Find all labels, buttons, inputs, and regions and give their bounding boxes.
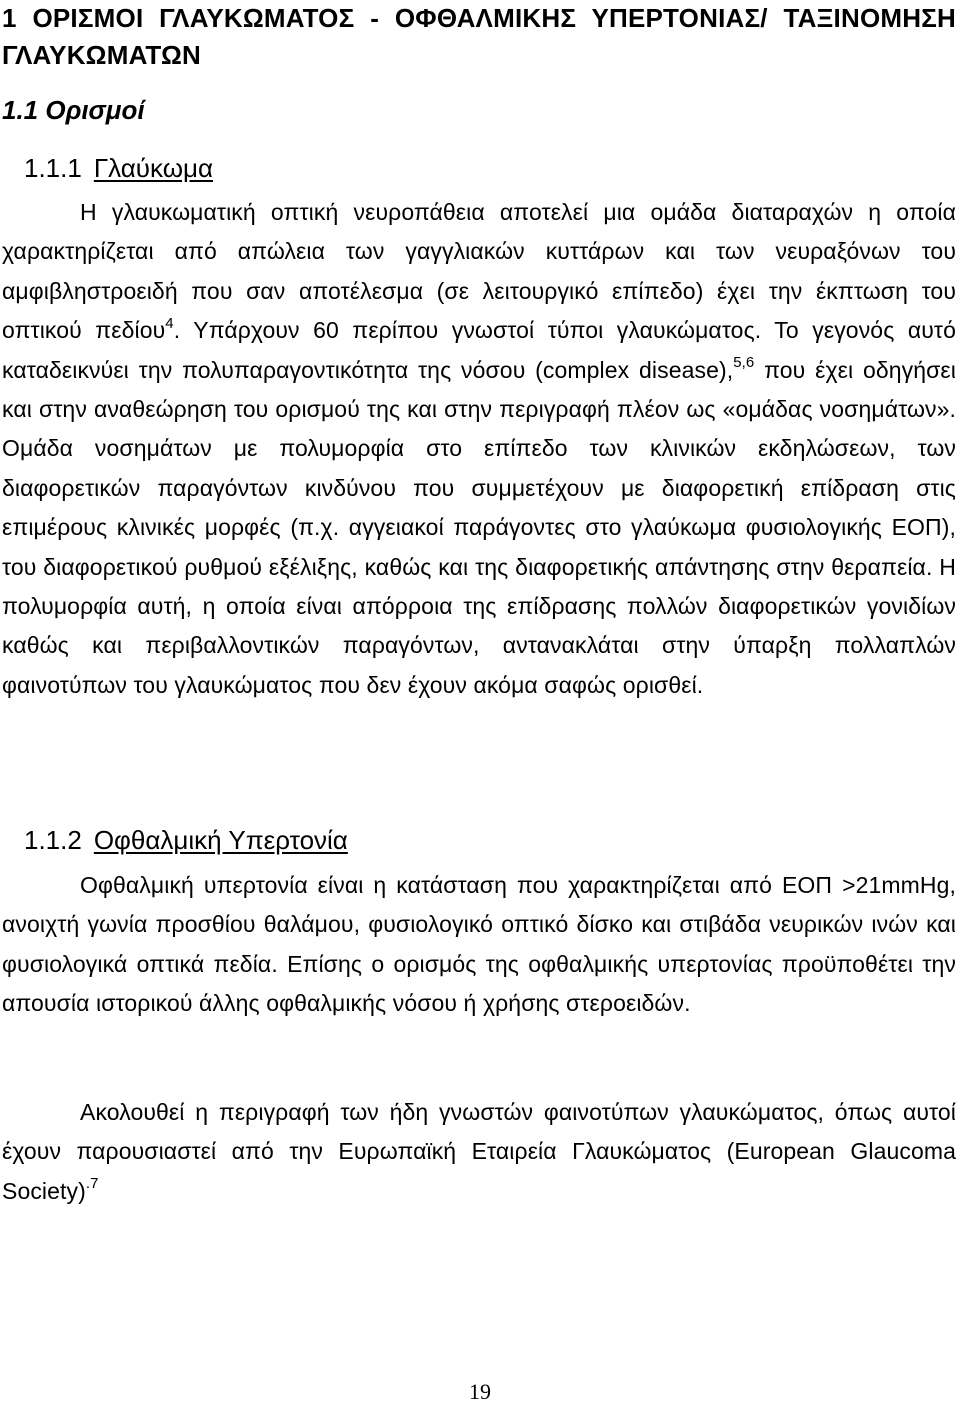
paragraph-text: Η γλαυκωματική οπτική νευροπάθεια αποτελεί μια ομάδα διαταραχών η οποία χαρακτηρίζεται από απώλεια των γαγγλιακών κυττάρων και των νευραξόνων του αμφιβληστροειδή που σαν αποτέλεσμα (σε λειτουργικό επίπεδο) έχει την έκπτωση του οπτικού πεδίου [2,199,956,344]
paragraph-glaucoma-definition [2,193,956,705]
citation-ref: .7 [85,1175,99,1193]
subsection-heading-glaucoma [24,150,213,186]
subsection-heading-ocular-hypertension [24,822,348,858]
paragraph-text: που έχει οδηγήσει και στην αναθεώρηση του ορισμού της και στην περιγραφή πλέον ως «ομάδας νοσημάτων». Ομάδα νοσημάτων με πολυμορφία στο επίπεδο των κλινικών εκδηλώσεων, των διαφορετικών παραγόντων κινδύνου που συμμετέχουν με διαφορετική επίδραση στις επιμέρους κλινικές μορφές (π.χ. αγγειακοί παράγοντες στο γλαύκωμα φυσιολογικής ΕΟΠ), του διαφορετικού ρυθμού εξέλιξης, καθώς και της διαφορετικής απάντησης στην θεραπεία. Η πολυμορφία αυτή, η οποία είναι απόρροια της επίδρασης πολλών διαφορετικών γονιδίων καθώς και περιβαλλοντικών παραγόντων, αντανακλάται στην ύπαρξη πολλαπλών φαινοτύπων του γλαυκώματος που δεν έχουν ακόμα σαφώς ορισθεί. [2,356,956,698]
paragraph-text: Ακολουθεί η περιγραφή των ήδη γνωστών φαινοτύπων γλαυκώματος, όπως αυτοί έχουν παρουσιαστεί από την Ευρωπαϊκή Εταιρεία Γλαυκώματος (European Glaucoma Society) [2,1099,956,1204]
page-number: 19 [469,1379,491,1404]
subsection-title: Οφθαλμική Υπερτονία [93,825,348,855]
citation-ref: 4 [165,314,174,332]
subsection-number: 1.1.1 [24,153,82,183]
paragraph-phenotypes-intro [2,1093,956,1211]
chapter-heading: 1 ΟΡΙΣΜΟΙ ΓΛΑΥΚΩΜΑΤΟΣ - ΟΦΘΑΛΜΙΚΗΣ ΥΠΕΡΤΟΝΙΑΣ/ ΤΑΞΙΝΟΜΗΣΗ ΓΛΑΥΚΩΜΑΤΩΝ [2,3,956,70]
subsection-title: Γλαύκωμα [93,153,213,183]
citation-ref: 5,6 [733,353,755,371]
subsection-number: 1.1.2 [24,825,82,855]
paragraph-text: . Υπάρχουν 60 περίπου γνωστοί τύποι γλαυκώματος. Το γεγονός αυτό καταδεικνύει την πολυπαραγοντικότητα της νόσου (complex disease), [2,317,956,383]
section-heading: 1.1 Ορισμοί [2,95,145,125]
paragraph-ocular-hypertension: Οφθαλμική υπερτονία είναι η κατάσταση που χαρακτηρίζεται από ΕΟΠ >21mmHg, ανοιχτή γωνία προσθίου θαλάμου, φυσιολογικό οπτικό δίσκο και στιβάδα νευρικών ινών και φυσιολογικά οπτικά πεδία. Επίσης ο ορισμός της οφθαλμικής υπερτονίας προϋποθέτει την απουσία ιστορικού άλλης οφθαλμικής νόσου ή χρήσης στεροειδών. [2,872,956,1017]
